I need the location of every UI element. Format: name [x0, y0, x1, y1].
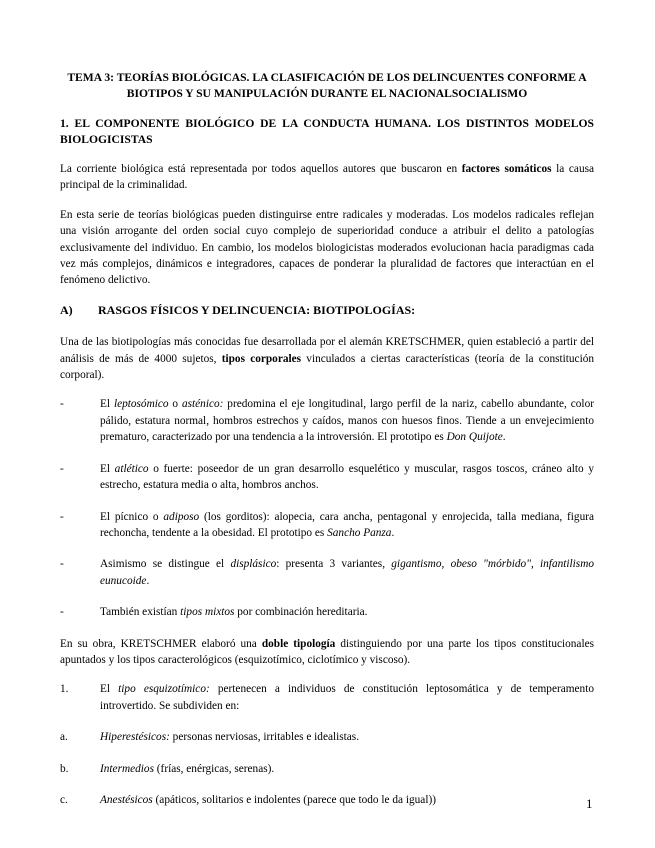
title-line-2: BIOTIPOS Y SU MANIPULACIÓN DURANTE EL NACIONALSOCIALISMO	[126, 87, 528, 100]
section-a-heading	[60, 302, 594, 318]
sub-item-hiperestesicos: a. Hiperestésicos: personas nerviosas, irritables e idealistas.	[60, 729, 594, 745]
document-page	[60, 70, 594, 823]
bullet-marker: -	[60, 398, 64, 411]
section-a-title: RASGOS FÍSICOS Y DELINCUENCIA: BIOTIPOLOGÍAS:	[98, 302, 416, 317]
document-title	[60, 70, 594, 102]
numbered-item-esquizotimico: 1. El tipo esquizotímico: pertenecen a individuos de constitución leptosomática y de temperamento introvertido. Se subdividen en:	[60, 681, 594, 714]
paragraph-2: En esta serie de teorías biológicas pueden distinguirse entre radicales y moderadas. Los modelos radicales reflejan una visión arrogante del orden social cuyo complejo de superioridad conduce a atribuir el delito a patologías exclusivamente del individuo. En cambio, los modelos biologicistas moderados evolucionan hacia paradigmas cada vez más complejos, dinámicos e integradores, capaces de ponderar la pluralidad de factores que interactúan en el fenómeno delictivo.	[60, 208, 594, 287]
bullet-item-displasico: - Asimismo se distingue el displásico: presenta 3 variantes, gigantismo, obeso "mórbido", infantilismo eunucoide.	[60, 556, 594, 589]
letter-marker: a.	[60, 731, 68, 744]
emphasis: tipos corporales	[221, 352, 302, 365]
title-line-1: TEMA 3: TEORÍAS BIOLÓGICAS. LA CLASIFICACIÓN DE LOS DELINCUENTES CONFORME A	[67, 71, 587, 84]
emphasis: doble tipología	[261, 637, 336, 650]
letter-marker: b.	[60, 762, 69, 775]
page-number: 1	[586, 796, 593, 811]
paragraph-1: La corriente biológica está representada por todos aquellos autores que buscaron en factores somáticos la causa principal de la criminalidad.	[60, 163, 594, 192]
bullet-item-leptosomico: - El leptosómico o asténico: predomina el eje longitudinal, largo perfil de la nariz, cabello abundante, color pálido, estatura normal, hombros estrechos y caídos, manos con huesos finos. Tiende a un envejecimiento prematuro, caracterizado por una tendencia a la introversión. El prototipo es Don Quijote.	[60, 396, 594, 445]
bullet-marker: -	[60, 462, 64, 475]
bullet-marker: -	[60, 510, 64, 523]
section-marker: A)	[60, 302, 73, 317]
bullet-item-mixtos: - También existían tipos mixtos por combinación hereditaria.	[60, 604, 594, 620]
emphasis: factores somáticos	[461, 163, 552, 175]
paragraph-4: En su obra, KRETSCHMER elaboró una doble tipología distinguiendo por una parte los tipos constitucionales apuntados y los tipos caracterológicos (esquizotímico, ciclotímico y viscoso).	[60, 637, 594, 666]
section-1-heading: 1. EL COMPONENTE BIOLÓGICO DE LA CONDUCTA HUMANA. LOS DISTINTOS MODELOS BIOLOGICISTAS	[60, 117, 594, 146]
number-marker: 1.	[60, 683, 69, 696]
sub-item-anestesicos: c. Anestésicos (apáticos, solitarios e indolentes (parece que todo le da igual))	[60, 792, 594, 808]
letter-marker: c.	[60, 793, 68, 806]
paragraph-3: Una de las biotipologías más conocidas fue desarrollada por el alemán KRETSCHMER, quien estableció a partir del análisis de más de 4000 sujetos, tipos corporales vinculados a ciertas características (teoría de la constitución corporal).	[60, 336, 595, 382]
bullet-item-picnico: - El pícnico o adiposo (los gorditos): alopecia, cara ancha, pentagonal y enrojecida, talla mediana, figura rechoncha, tendente a la obesidad. El prototipo es Sancho Panza.	[60, 509, 594, 542]
bullet-marker: -	[60, 558, 64, 571]
bullet-item-atletico: - El atlético o fuerte: poseedor de un gran desarrollo esquelético y muscular, rasgos toscos, cráneo alto y estrecho, estatura media o alta, hombros anchos.	[60, 461, 594, 494]
bullet-marker: -	[60, 606, 64, 619]
sub-item-intermedios: b. Intermedios (frías, enérgicas, serenas).	[60, 761, 594, 777]
